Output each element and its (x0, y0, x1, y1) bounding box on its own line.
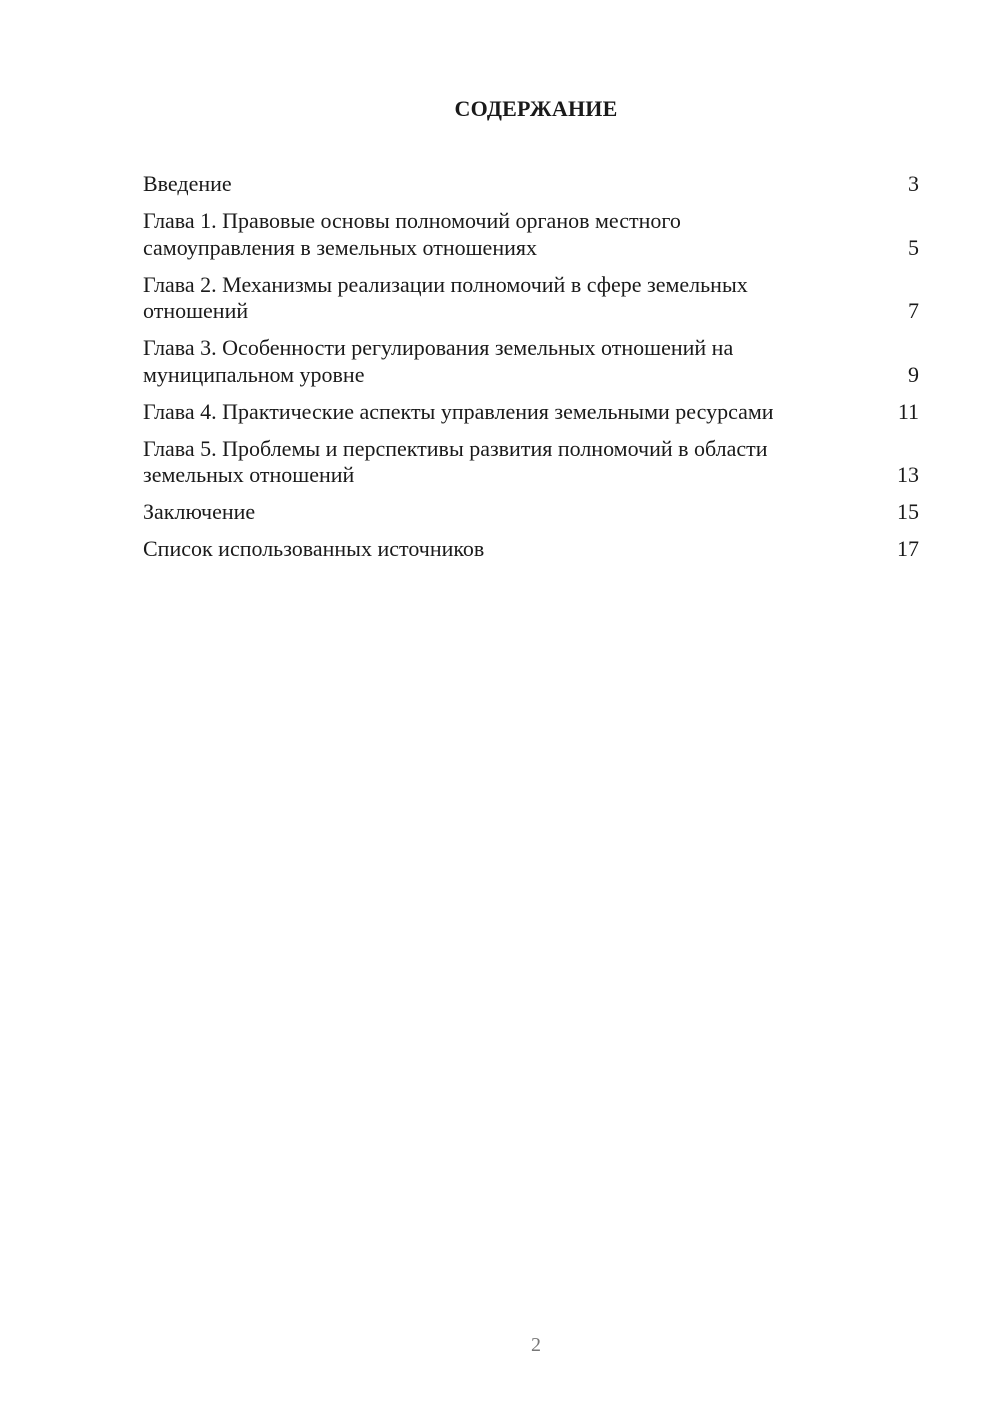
toc-entry-title: Введение (143, 171, 232, 196)
toc-entry-chapter-5 (143, 436, 919, 489)
toc-entry-references (143, 536, 919, 563)
toc-entry-title: Заключение (143, 499, 256, 524)
toc-entry-title: Глава 3. Особенности регулирования земельных отношений на муниципальном уровне (143, 335, 734, 387)
toc-entry-page-number: 17 (897, 536, 919, 561)
toc-entry-page-number: 15 (897, 499, 919, 524)
table-of-contents (143, 171, 919, 573)
toc-entry-page-number: 9 (908, 361, 919, 387)
toc-entry-title: Глава 5. Проблемы и перспективы развития полномочий в области земельных отношений (143, 435, 768, 487)
toc-entry-page-number: 11 (897, 398, 919, 424)
toc-entry-page-number: 13 (897, 462, 919, 487)
toc-heading: СОДЕРЖАНИЕ (454, 96, 618, 121)
toc-entry-title: Глава 4. Практические аспекты управления земельными ресурсами (143, 398, 774, 424)
toc-entry-title: Список использованных источников (143, 536, 485, 561)
toc-entry-page-number: 5 (908, 234, 919, 260)
page-footer-number: 2 (531, 1334, 541, 1356)
toc-entry-introduction (143, 171, 919, 198)
toc-entry-chapter-4 (143, 399, 919, 426)
toc-entry-chapter-1 (143, 208, 919, 261)
toc-entry-title: Глава 2. Механизмы реализации полномочий в сфере земельных отношений (143, 271, 748, 323)
toc-entry-title: Глава 1. Правовые основы полномочий органов местного самоуправления в земельных отношениях (143, 208, 681, 260)
toc-entry-chapter-3 (143, 335, 919, 388)
toc-entry-page-number: 7 (908, 298, 919, 323)
toc-entry-conclusion (143, 499, 919, 526)
toc-entry-page-number: 3 (908, 171, 919, 196)
toc-entry-chapter-2 (143, 272, 919, 325)
